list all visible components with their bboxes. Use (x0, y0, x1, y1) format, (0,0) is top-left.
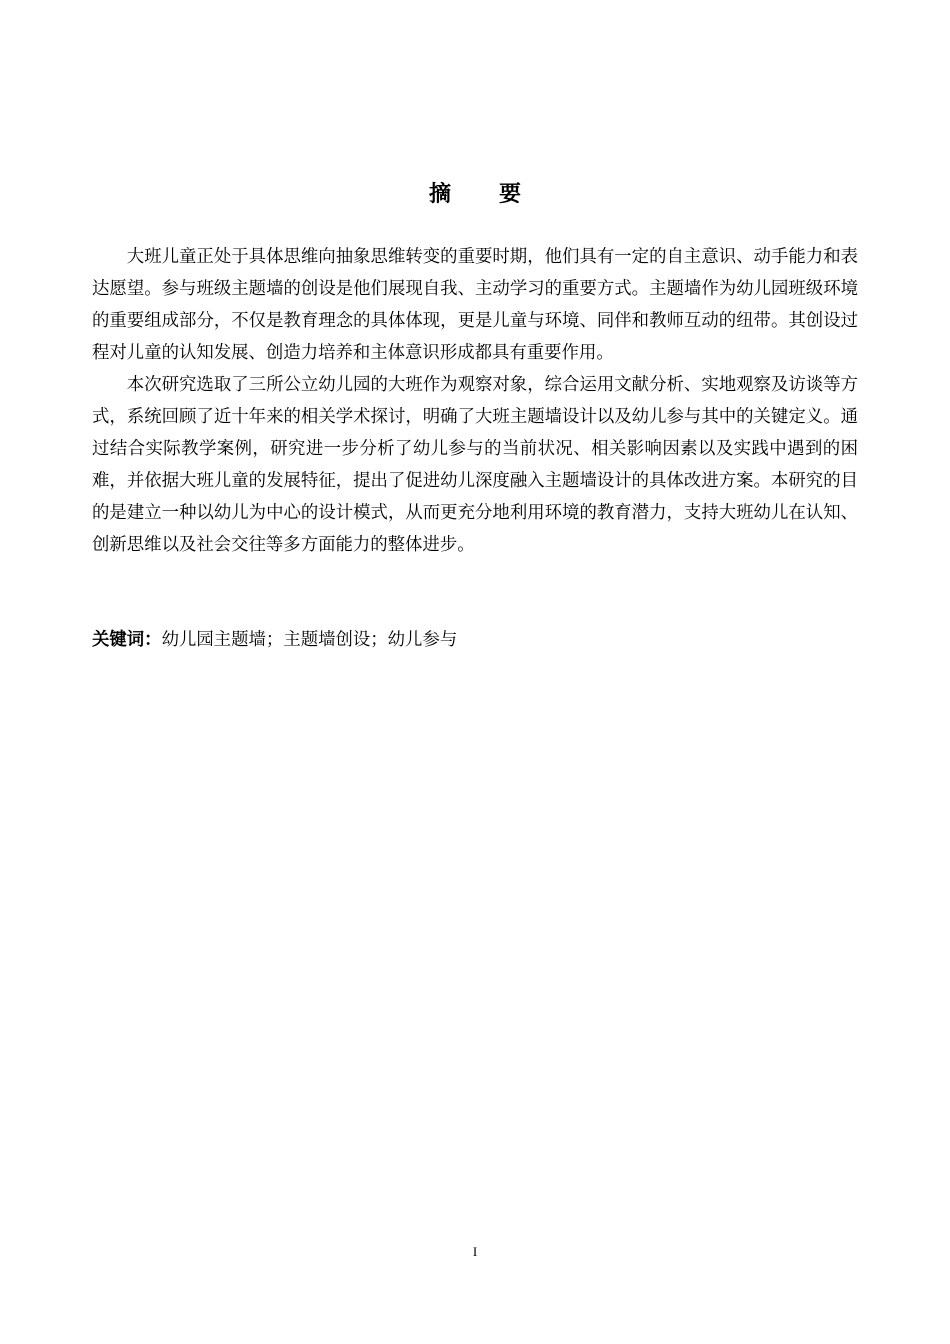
abstract-paragraph-1: 大班儿童正处于具体思维向抽象思维转变的重要时期，他们具有一定的自主意识、动手能力和表达愿望。参与班级主题墙的创设是他们展现自我、主动学习的重要方式。主题墙作为幼儿园班级环境的重要组成部分，不仅是教育理念的具体体现，更是儿童与环境、同伴和教师互动的纽带。其创设过程对儿童的认知发展、创造力培养和主体意识形成都具有重要作用。 (92, 247, 858, 363)
page-number: I (472, 1244, 478, 1259)
page-title: 摘要 (428, 182, 569, 207)
keywords-text: 幼儿园主题墙；主题墙创设；幼儿参与 (161, 630, 458, 650)
abstract-paragraph-2: 本次研究选取了三所公立幼儿园的大班作为观察对象，综合运用文献分析、实地观察及访谈等方式，系统回顾了近十年来的相关学术探讨，明确了大班主题墙设计以及幼儿参与其中的关键定义。通过结合实际教学案例，研究进一步分析了幼儿参与的当前状况、相关影响因素以及实践中遇到的困难，并依据大班儿童的发展特征，提出了促进幼儿深度融入主题墙设计的具体改进方案。本研究的目的是建立一种以幼儿为中心的设计模式，从而更充分地利用环境的教育潜力，支持大班幼儿在认知、创新思维以及社会交往等多方面能力的整体进步。 (92, 375, 858, 555)
keywords-line (92, 624, 858, 656)
keywords-label: 关键词： (92, 630, 162, 650)
abstract-body (92, 241, 858, 561)
